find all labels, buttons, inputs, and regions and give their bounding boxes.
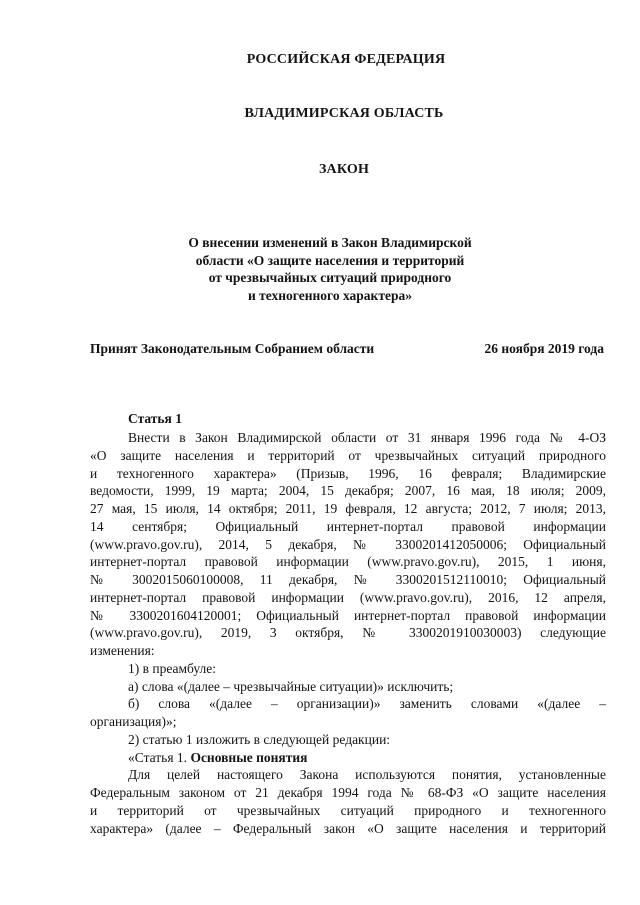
law-title — [150, 234, 510, 304]
article-title: Статья 1 — [128, 411, 182, 426]
adoption-date: 26 ноября 2019 года — [484, 341, 604, 356]
body-line: и территорий от чрезвычайных ситуаций природного и техногенного — [90, 802, 606, 818]
body-line: 14 сентября; Официальный интернет-портал правовой информации — [90, 518, 606, 534]
body-line: ведомости, 1999, 19 марта; 2004, 15 декабря; 2007, 16 мая, 18 июля; 2009, — [90, 483, 606, 499]
body-line: б) слова «(далее – организации)» заменить словами «(далее – — [128, 696, 606, 712]
body-line: интернет-портал правовой информации (www.pravo.gov.ru), 2016, 12 апреля, — [90, 589, 606, 605]
region-heading: ВЛАДИМИРСКАЯ ОБЛАСТЬ — [244, 106, 444, 121]
law-title-line: от чрезвычайных ситуаций природного — [208, 270, 452, 285]
body-line: и техногенного характера» (Призыв, 1996, 16 февраля; Владимирские — [90, 465, 606, 481]
statute-article-heading — [90, 749, 606, 767]
body-line: 27 мая, 15 июля, 14 октября; 2011, 19 февраля, 12 августа; 2012, 7 июля; 2013, — [90, 501, 606, 516]
body-line: 2) статью 1 изложить в следующей редакции: — [128, 731, 391, 747]
document-type-heading: ЗАКОН — [318, 162, 370, 177]
body-line: Для целей настоящего Закона используются понятия, установленные — [128, 767, 606, 783]
body-line: Федеральным законом от 21 декабря 1994 года № 68-ФЗ «О защите населения — [90, 785, 606, 800]
body-line: № 3002015060100008, 11 декабря, № 3300201512110010; Официальный — [90, 572, 606, 587]
body-line: изменения: — [90, 643, 155, 658]
body-line: № 3300201604120001; Официальный интернет-портал правовой информации — [90, 607, 606, 623]
statute-article-prefix: «Статья 1. — [128, 749, 191, 765]
body-line: «О защите населения и территорий от чрезвычайных ситуаций природного — [90, 447, 606, 463]
body-line: интернет-портал правовой информации (www.pravo.gov.ru), 2015, 1 июня, — [90, 554, 606, 570]
article-body — [90, 429, 606, 837]
law-title-line: и техногенного характера» — [248, 287, 412, 303]
adopting-body: Принят Законодательным Собранием области — [90, 341, 375, 356]
body-line: (www.pravo.gov.ru), 2014, 5 декабря, № 3300201412050006; Официальный — [90, 536, 606, 552]
statute-article-name: Основные понятия — [190, 749, 308, 765]
law-title-line: области «О защите населения и территорий — [195, 252, 465, 268]
body-line: Внести в Закон Владимирской области от 31 января 1996 года № 4-ОЗ — [128, 430, 606, 445]
body-line: а) слова «(далее – чрезвычайные ситуации)» исключить; — [128, 678, 454, 694]
country-heading: РОССИЙСКАЯ ФЕДЕРАЦИЯ — [246, 52, 446, 67]
body-line: характера» (далее – Федеральный закон «О защите населения и территорий — [90, 820, 606, 836]
law-title-line: О внесении изменений в Закон Владимирской — [188, 235, 472, 250]
body-line: (www.pravo.gov.ru), 2019, 3 октября, № 3300201910030003) следующие — [90, 625, 606, 641]
body-line: организация)»; — [90, 714, 177, 729]
body-line: 1) в преамбуле: — [128, 660, 217, 676]
